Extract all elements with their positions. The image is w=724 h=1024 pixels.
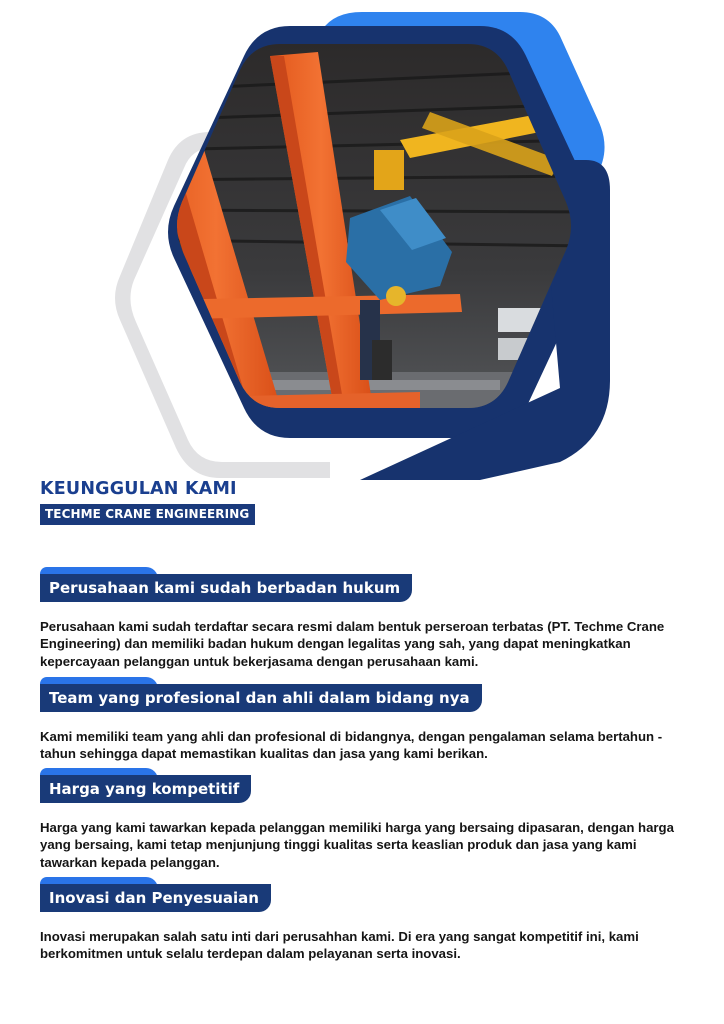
feature-title: Harga yang kompetitif xyxy=(40,775,251,803)
feature-title: Team yang profesional dan ahli dalam bidang nya xyxy=(40,684,482,712)
feature-title-pill xyxy=(40,574,412,602)
section-heading xyxy=(40,478,255,525)
feature-title-pill xyxy=(40,884,271,912)
feature-item xyxy=(40,574,690,670)
feature-item xyxy=(40,884,690,963)
feature-title: Perusahaan kami sudah berbadan hukum xyxy=(40,574,412,602)
feature-title-pill xyxy=(40,775,251,803)
section-title: KEUNGGULAN KAMI xyxy=(40,479,237,499)
feature-title-pill xyxy=(40,684,482,712)
feature-title: Inovasi dan Penyesuaian xyxy=(40,884,271,912)
hero-graphic xyxy=(0,0,724,480)
feature-description: Perusahaan kami sudah terdaftar secara resmi dalam bentuk perseroan terbatas (PT. Techme Crane Engineering) dan memiliki badan hukum dengan legalitas yang sah, yang dapat meningkatkan kepercayaan pelanggan untuk bekerjasama dengan perusahaan kami. xyxy=(40,619,665,669)
feature-item xyxy=(40,684,690,763)
feature-description: Inovasi merupakan salah satu inti dari perusahhan kami. Di era yang sangat kompetitif ini, kami berkomitmen untuk selalu terdepan dalam pelayanan serta inovasi. xyxy=(40,929,639,962)
section-subtitle: TECHME CRANE ENGINEERING xyxy=(40,504,255,525)
feature-description: Harga yang kami tawarkan kepada pelanggan memiliki harga yang bersaing dipasaran, dengan harga yang bersaing, kami tetap menjunjung tinggi kualitas serta keaslian produk dan jasa yang kami tawarkan kepada pelanggan. xyxy=(40,820,674,870)
feature-description: Kami memiliki team yang ahli dan profesional di bidangnya, dengan pengalaman selama bertahun - tahun sehingga dapat memastikan kualitas dan jasa yang kami berikan. xyxy=(40,729,663,762)
feature-item xyxy=(40,775,690,871)
